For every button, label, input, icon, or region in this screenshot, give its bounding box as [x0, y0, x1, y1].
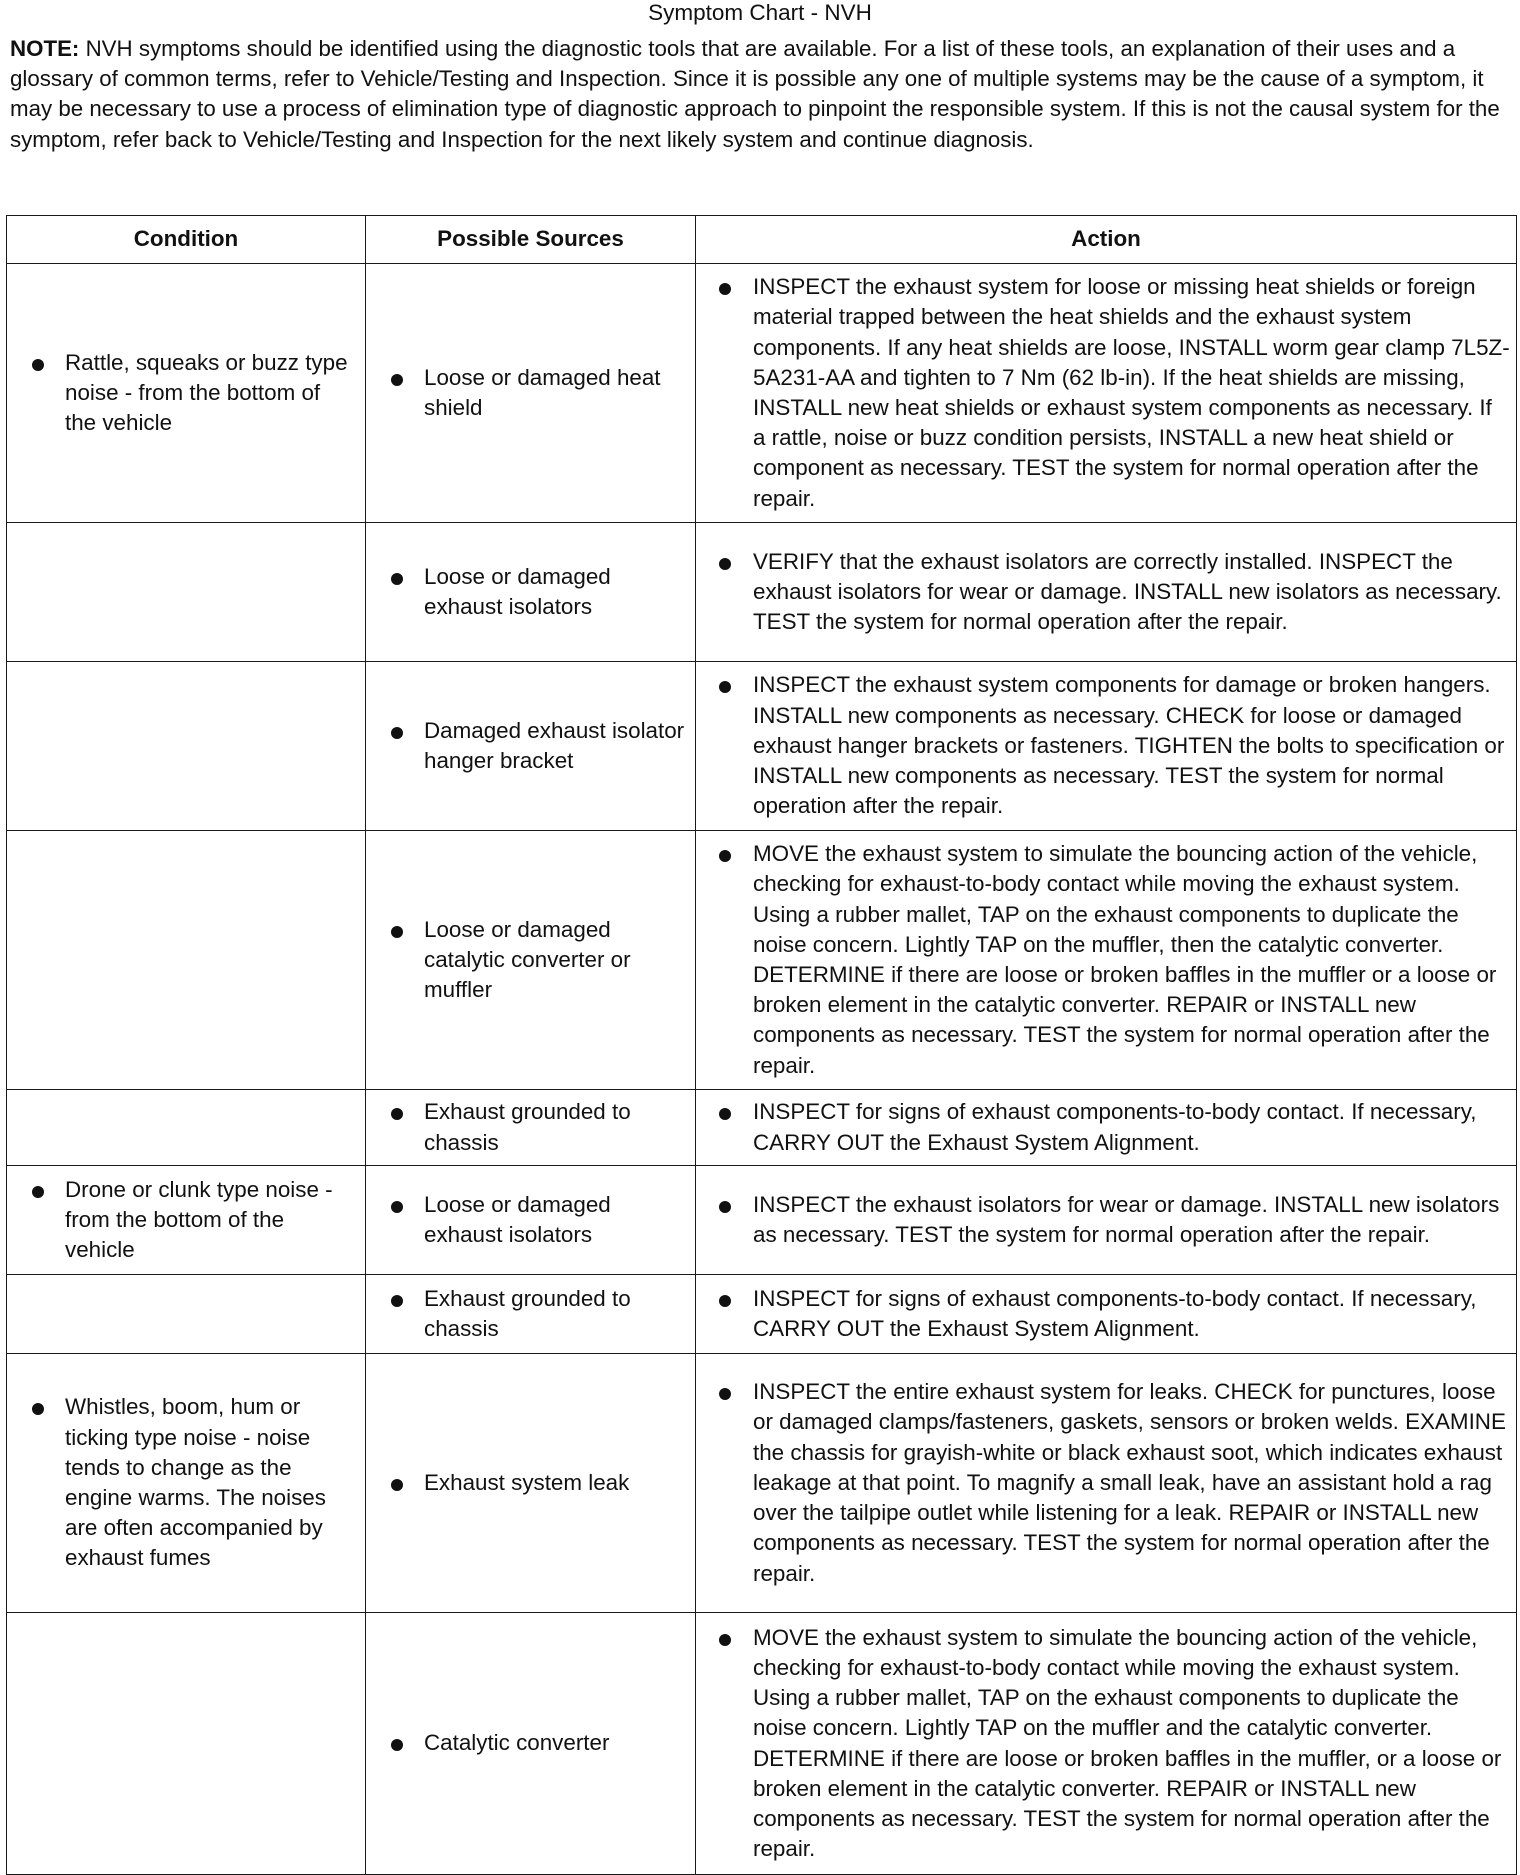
- condition-cell: [7, 1354, 366, 1613]
- action-cell: [696, 1354, 1517, 1613]
- bullet-icon: [391, 1739, 403, 1751]
- action-cell: [696, 1613, 1517, 1875]
- condition-cell: [7, 523, 366, 662]
- condition-item: [7, 1392, 365, 1573]
- table-row: [7, 1354, 1517, 1613]
- action-cell: [696, 523, 1517, 662]
- condition-text: Rattle, squeaks or buzz type noise - from the bottom of the vehicle: [65, 349, 348, 436]
- source-text: Catalytic converter: [424, 1730, 610, 1756]
- table-row: [7, 523, 1517, 662]
- source-text: Exhaust grounded to chassis: [424, 1099, 631, 1155]
- bullet-icon: [391, 573, 403, 585]
- action-item: [696, 1097, 1516, 1157]
- source-item: [366, 1190, 695, 1250]
- source-text: Damaged exhaust isolator hanger bracket: [424, 717, 685, 773]
- source-text: Exhaust system leak: [424, 1469, 630, 1495]
- source-text: Loose or damaged exhaust isolators: [424, 563, 611, 619]
- source-cell: [366, 523, 696, 662]
- action-item: [696, 1284, 1516, 1344]
- bullet-icon: [391, 1108, 403, 1120]
- bullet-icon: [391, 727, 403, 739]
- source-text: Loose or damaged heat shield: [424, 364, 661, 420]
- condition-cell: [7, 662, 366, 831]
- source-text: Loose or damaged catalytic converter or muffler: [424, 916, 631, 1003]
- condition-item: [7, 348, 365, 439]
- condition-text: Whistles, boom, hum or ticking type noise - noise tends to change as the engine warms. The noises are often accompanied by exhaust fumes: [65, 1394, 326, 1571]
- source-cell: [366, 1090, 696, 1166]
- bullet-icon: [391, 1201, 403, 1213]
- source-cell: [366, 831, 696, 1090]
- table-row: [7, 264, 1517, 523]
- action-text: INSPECT the exhaust isolators for wear or damage. INSTALL new isolators as necessary. TEST the system for normal operation after the repair.: [753, 1191, 1500, 1247]
- bullet-icon: [32, 1403, 44, 1415]
- action-text: MOVE the exhaust system to simulate the bouncing action of the vehicle, checking for exhaust-to-body contact while moving the exhaust system. Using a rubber mallet, TAP on the exhaust components to duplicate the noise concern. Lightly TAP on the muffler and the catalytic converter. DETERMINE if there are loose or broken baffles in the muffler, or a loose or broken element in the catalytic converter. REPAIR or INSTALL new components as necessary. TEST the system for normal operation after the repair.: [753, 1624, 1502, 1862]
- action-text: INSPECT for signs of exhaust components-to-body contact. If necessary, CARRY OUT the Exhaust System Alignment.: [753, 1285, 1477, 1341]
- source-item: [366, 915, 695, 1006]
- source-cell: [366, 662, 696, 831]
- bullet-icon: [719, 1388, 731, 1400]
- action-cell: [696, 662, 1517, 831]
- action-text: INSPECT for signs of exhaust components-to-body contact. If necessary, CARRY OUT the Exhaust System Alignment.: [753, 1099, 1477, 1155]
- action-text: MOVE the exhaust system to simulate the bouncing action of the vehicle, checking for exhaust-to-body contact while moving the exhaust system. Using a rubber mallet, TAP on the exhaust components to duplicate the noise concern. Lightly TAP on the muffler, then the catalytic converter. DETERMINE if there are loose or broken baffles in the muffler or a loose or broken element in the catalytic converter. REPAIR or INSTALL new components as necessary. TEST the system for normal operation after the repair.: [753, 841, 1497, 1078]
- source-item: [366, 1284, 695, 1344]
- bullet-icon: [719, 1634, 731, 1646]
- bullet-icon: [391, 926, 403, 938]
- bullet-icon: [719, 283, 731, 295]
- source-cell: [366, 1275, 696, 1354]
- table-header-row: [7, 216, 1517, 264]
- condition-cell: [7, 264, 366, 523]
- header-condition: Condition: [7, 216, 366, 264]
- note-text: NVH symptoms should be identified using the diagnostic tools that are available. For a list of these tools, an explanation of their uses and a glossary of common terms, refer to Vehicle/Testing and Inspection. Since it is possible any one of multiple systems may be the cause of a symptom, it may be necessary to use a process of elimination type of diagnostic approach to pinpoint the responsible system. If this is not the causal system for the symptom, refer back to Vehicle/Testing and Inspection for the next likely system and continue diagnosis.: [10, 36, 1500, 152]
- action-item: [696, 272, 1516, 514]
- action-text: INSPECT the entire exhaust system for leaks. CHECK for punctures, loose or damaged clamps/fasteners, gaskets, sensors or broken welds. EXAMINE the chassis for grayish-white or black exhaust soot, which indicates exhaust leakage at that point. To magnify a small leak, have an assistant hold a rag over the tailpipe outlet while listening for a leak. REPAIR or INSTALL new components as necessary. TEST the system for normal operation after the repair.: [753, 1379, 1506, 1586]
- table-row: [7, 1166, 1517, 1275]
- bullet-icon: [719, 1108, 731, 1120]
- bullet-icon: [719, 850, 731, 862]
- source-item: [366, 1728, 695, 1758]
- table-row: [7, 662, 1517, 831]
- action-item: [696, 670, 1516, 821]
- condition-text: Drone or clunk type noise - from the bottom of the vehicle: [65, 1176, 333, 1263]
- condition-cell: [7, 1275, 366, 1354]
- source-item: [366, 1468, 695, 1498]
- source-cell: [366, 1166, 696, 1275]
- action-item: [696, 1377, 1516, 1588]
- bullet-icon: [719, 1201, 731, 1213]
- source-cell: [366, 264, 696, 523]
- document-title: Symptom Chart - NVH: [648, 0, 872, 25]
- source-item: [366, 716, 695, 776]
- source-text: Loose or damaged exhaust isolators: [424, 1191, 611, 1247]
- source-text: Exhaust grounded to chassis: [424, 1285, 631, 1341]
- action-text: INSPECT the exhaust system components for damage or broken hangers. INSTALL new components as necessary. CHECK for loose or damaged exhaust hanger brackets or fasteners. TIGHTEN the bolts to specification or INSTALL new components as necessary. TEST the system for normal operation after the repair.: [753, 672, 1505, 819]
- action-cell: [696, 1090, 1517, 1166]
- condition-cell: [7, 1166, 366, 1275]
- action-cell: [696, 264, 1517, 523]
- table-row: [7, 1613, 1517, 1875]
- condition-item: [7, 1175, 365, 1266]
- condition-cell: [7, 1090, 366, 1166]
- bullet-icon: [719, 1295, 731, 1307]
- source-item: [366, 562, 695, 622]
- action-item: [696, 1190, 1516, 1250]
- bullet-icon: [391, 1479, 403, 1491]
- action-cell: [696, 831, 1517, 1090]
- table-row: [7, 831, 1517, 1090]
- note-label: NOTE:: [10, 36, 80, 61]
- action-cell: [696, 1166, 1517, 1275]
- note-paragraph: [10, 34, 1515, 155]
- bullet-icon: [32, 1186, 44, 1198]
- condition-cell: [7, 1613, 366, 1875]
- header-action: Action: [696, 216, 1517, 264]
- action-cell: [696, 1275, 1517, 1354]
- action-text: INSPECT the exhaust system for loose or missing heat shields or foreign material trapped between the heat shields and the exhaust system components. If any heat shields are loose, INSTALL worm gear clamp 7L5Z-5A231-AA and tighten to 7 Nm (62 lb-in). If the heat shields are missing, INSTALL new heat shields or exhaust system components as necessary. If a rattle, noise or buzz condition persists, INSTALL a new heat shield or component as necessary. TEST the system for normal operation after the repair.: [753, 274, 1510, 511]
- table-row: [7, 1275, 1517, 1354]
- header-possible-sources: Possible Sources: [366, 216, 696, 264]
- bullet-icon: [32, 359, 44, 371]
- bullet-icon: [719, 558, 731, 570]
- action-text: VERIFY that the exhaust isolators are correctly installed. INSPECT the exhaust isolators for wear or damage. INSTALL new isolators as necessary. TEST the system for normal operation after the repair.: [753, 548, 1502, 635]
- action-item: [696, 839, 1516, 1081]
- source-cell: [366, 1613, 696, 1875]
- source-item: [366, 363, 695, 423]
- action-item: [696, 1623, 1516, 1865]
- condition-cell: [7, 831, 366, 1090]
- table-row: [7, 1090, 1517, 1166]
- bullet-icon: [391, 1295, 403, 1307]
- source-item: [366, 1097, 695, 1157]
- bullet-icon: [719, 681, 731, 693]
- bullet-icon: [391, 374, 403, 386]
- source-cell: [366, 1354, 696, 1613]
- action-item: [696, 547, 1516, 638]
- symptom-table: [6, 215, 1517, 1875]
